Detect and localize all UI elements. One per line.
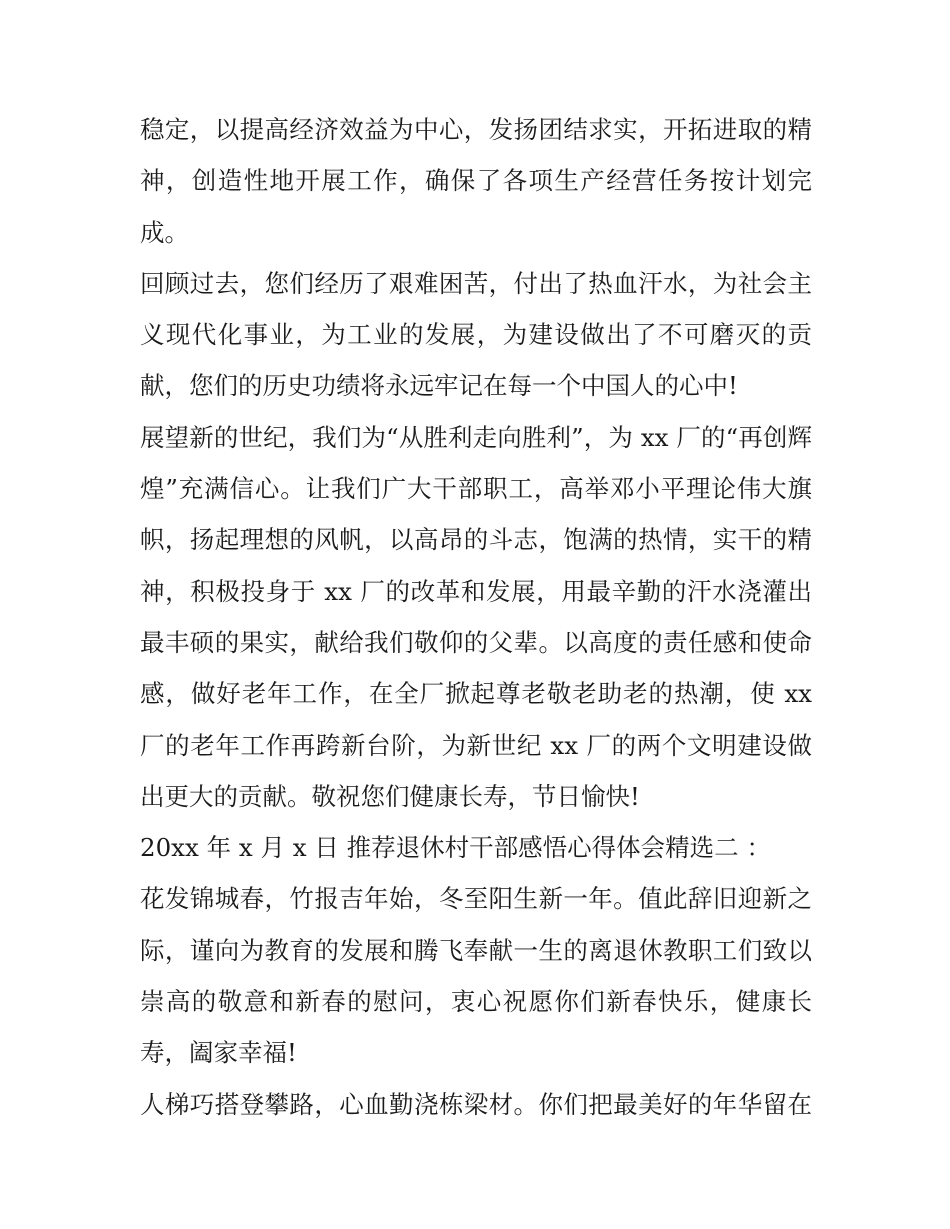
text-line: 帜，扬起理想的风帆，以高昂的斗志，饱满的热情，实干的精: [140, 525, 812, 555]
text-line: 20xx 年 x 月 x 日 推荐退休村干部感悟心得体会精选二 ：: [140, 833, 771, 863]
text-line: 感，做好老年工作，在全厂掀起尊老敬老助老的热潮，使 xx: [140, 679, 812, 709]
text-line: 出更大的贡献。敬祝您们健康长寿，节日愉快!: [140, 781, 640, 811]
text-line: 厂的老年工作再跨新台阶，为新世纪 xx 厂的两个文明建设做: [140, 730, 812, 760]
text-line: 义现代化事业，为工业的发展，为建设做出了不可磨灭的贡: [140, 320, 812, 350]
text-line: 花发锦城春，竹报吉年始，冬至阳生新一年。值此辞旧迎新之: [140, 884, 812, 914]
text-line: 展望新的世纪，我们为“从胜利走向胜利”，为 xx 厂的“再创辉: [140, 422, 812, 452]
text-line: 神，创造性地开展工作，确保了各项生产经营任务按计划完: [140, 166, 812, 196]
text-line: 寿，阖家幸福!: [140, 1038, 297, 1068]
text-line: 神，积极投身于 xx 厂的改革和发展，用最辛勤的汗水浇灌出: [140, 576, 812, 606]
text-line: 稳定，以提高经济效益为中心，发扬团结求实，开拓进取的精: [140, 115, 812, 144]
text-line: 崇高的敬意和新春的慰问，衷心祝愿你们新春快乐，健康长: [140, 987, 812, 1017]
text-line: 回顾过去，您们经历了艰难困苦，付出了热血汗水，为社会主: [140, 268, 812, 298]
text-line: 际，谨向为教育的发展和腾飞奉献一生的离退休教职工们致以: [140, 935, 812, 965]
text-line: 人梯巧搭登攀路，心血勤浇栋梁材。你们把最美好的年华留在: [140, 1089, 812, 1119]
text-line: 成。: [140, 217, 189, 247]
text-line: 献，您们的历史功绩将永远牢记在每一个中国人的心中!: [140, 371, 738, 401]
text-line: 最丰硕的果实，献给我们敬仰的父辈。以高度的责任感和使命: [140, 627, 812, 657]
document-body: [140, 104, 812, 1130]
text-line: 煌”充满信心。让我们广大干部职工，高举邓小平理论伟大旗: [140, 474, 812, 504]
